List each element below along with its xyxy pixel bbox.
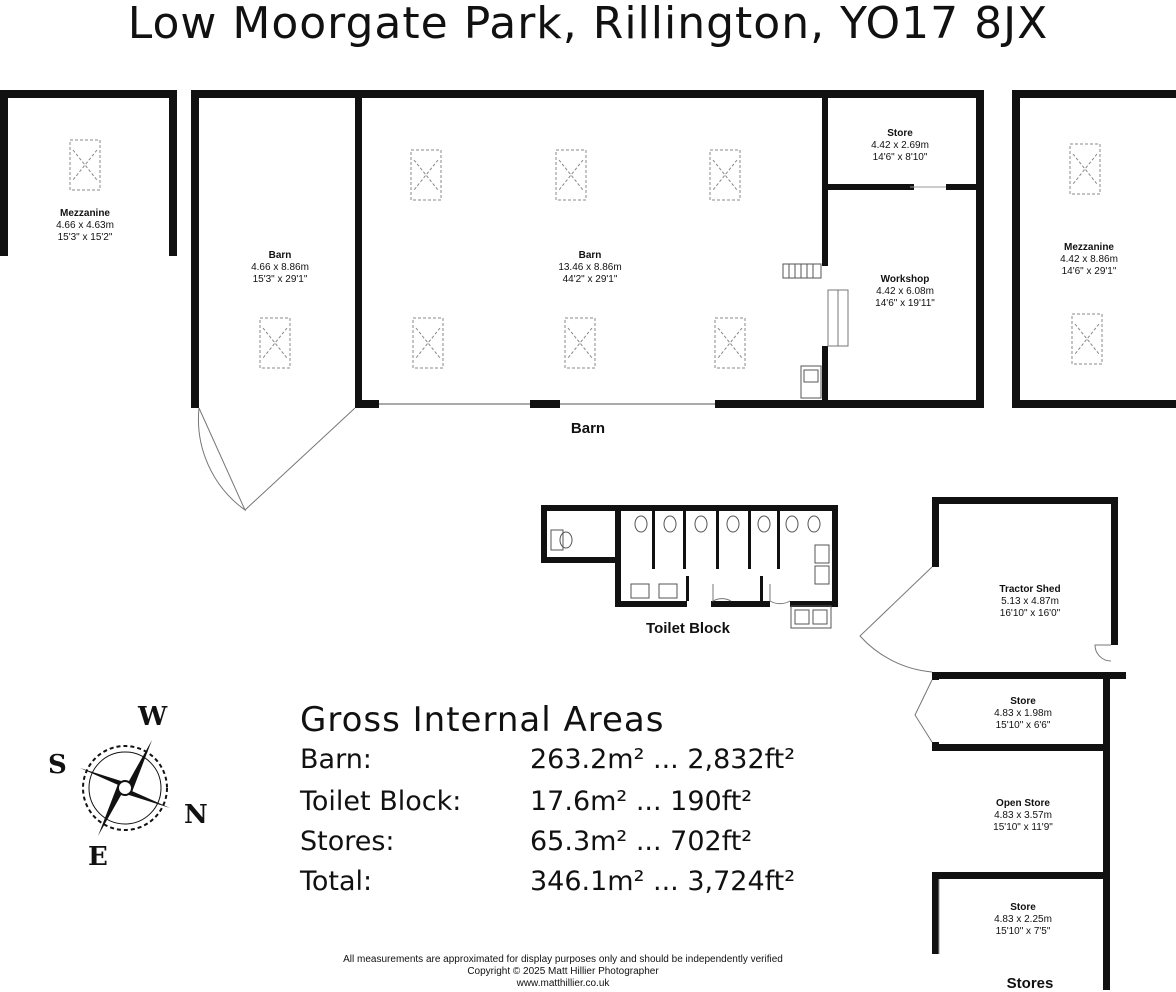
room-name: Mezzanine (1063, 242, 1114, 253)
room-imperial: 14'6" x 29'1" (1061, 266, 1117, 277)
footer-disclaimer: All measurements are approximated for display purposes only and should be independently verified (343, 954, 783, 965)
wall (541, 505, 838, 511)
area-value: 65.3m² ... 702ft² (530, 826, 753, 857)
area-label: Stores: (300, 826, 395, 857)
room-label-open-store (968, 798, 1078, 834)
room-imperial: 15'3" x 15'2" (57, 232, 113, 243)
compass-west: W (138, 702, 168, 732)
tractor-shed-door-swing (860, 567, 932, 672)
skylight (260, 318, 290, 368)
wall (822, 184, 914, 190)
wall (932, 497, 939, 567)
room-metric: 4.66 x 8.86m (251, 262, 309, 273)
skylight (556, 150, 586, 200)
stairs (783, 264, 821, 278)
room-label-mezzanine-right (1034, 242, 1144, 278)
wall (0, 90, 8, 256)
wall (932, 672, 1126, 679)
wall (932, 497, 1118, 504)
room-label-store-b (968, 902, 1078, 938)
room-label-barn-main (530, 250, 650, 286)
room-imperial: 15'10" x 6'6" (995, 720, 1051, 731)
wall (976, 90, 984, 408)
wall (686, 576, 689, 601)
skylight (710, 150, 740, 200)
section-label-toilet-block: Toilet Block (646, 620, 730, 637)
room-metric: 4.42 x 2.69m (871, 140, 929, 151)
areas-title: Gross Internal Areas (300, 700, 665, 740)
area-value: 17.6m² ... 190ft² (530, 786, 753, 817)
room-imperial: 14'6" x 19'11" (875, 298, 935, 309)
room-label-mezzanine-left (30, 208, 140, 244)
room-metric: 4.83 x 3.57m (994, 810, 1052, 821)
skylight (411, 150, 441, 200)
wall (1012, 400, 1176, 408)
wall (932, 744, 1110, 751)
room-imperial: 16'10" x 16'0" (999, 608, 1061, 619)
compass-north: N (184, 800, 208, 830)
room-imperial: 14'6" x 8'10" (872, 152, 928, 163)
wall (615, 505, 621, 607)
room-name: Store (1010, 696, 1036, 707)
wall (932, 872, 939, 954)
wall (355, 400, 379, 408)
sink (791, 606, 831, 628)
skylight (715, 318, 745, 368)
footer-website: www.matthillier.co.uk (516, 978, 610, 989)
area-row-toilet-block (300, 786, 860, 828)
footer-copyright: Copyright © 2025 Matt Hillier Photographer (467, 966, 659, 977)
room-name: Workshop (880, 274, 930, 285)
wall (169, 90, 177, 256)
room-imperial: 15'3" x 29'1" (252, 274, 308, 285)
small-door-swing (1095, 645, 1111, 661)
plan-title: Low Moorgate Park, Rillington, YO17 8JX (127, 0, 1049, 49)
wall (822, 346, 828, 408)
wall (541, 557, 619, 563)
skylight (413, 318, 443, 368)
area-label: Total: (300, 866, 373, 897)
room-name: Mezzanine (59, 208, 110, 219)
room-name: Store (1010, 902, 1036, 913)
skylight (1070, 144, 1100, 194)
toilet-door (713, 584, 731, 601)
wall (0, 90, 177, 98)
room-imperial: 44'2" x 29'1" (562, 274, 618, 285)
section-label-barn: Barn (570, 420, 606, 437)
room-imperial: 15'10" x 11'9" (993, 822, 1053, 833)
compass-east: E (88, 842, 108, 872)
wall (932, 672, 939, 680)
wall (1103, 672, 1110, 990)
wall (191, 90, 199, 408)
wall (191, 90, 984, 98)
room-name: Tractor Shed (999, 584, 1061, 595)
footer (300, 954, 826, 990)
room-name: Open Store (996, 798, 1050, 809)
wall (1012, 90, 1176, 98)
wall (1111, 497, 1118, 645)
area-row-barn (300, 744, 860, 786)
room-label-store-top (845, 128, 955, 164)
wall (355, 90, 362, 408)
skylight (565, 318, 595, 368)
section-label-stores: Stores (1006, 975, 1054, 992)
barn-door-swing (198, 408, 245, 510)
compass-south: S (48, 750, 67, 780)
skylight (70, 140, 100, 190)
wall (946, 184, 984, 190)
wall (832, 505, 838, 607)
wall (932, 872, 1110, 879)
wall (652, 511, 655, 569)
room-name: Barn (578, 250, 602, 261)
room-metric: 13.46 x 8.86m (558, 262, 622, 273)
room-metric: 4.66 x 4.63m (56, 220, 114, 231)
area-value: 346.1m² ... 3,724ft² (530, 866, 796, 897)
area-value: 263.2m² ... 2,832ft² (530, 744, 796, 775)
wall (822, 90, 828, 266)
wall (777, 511, 780, 569)
area-row-stores (300, 826, 860, 868)
area-label: Barn: (300, 744, 372, 775)
wall (615, 601, 687, 607)
compass-rose (80, 740, 170, 836)
room-label-workshop (850, 274, 960, 310)
store-door (915, 680, 932, 742)
room-label-barn-small (220, 250, 340, 286)
wall (541, 505, 547, 563)
area-label: Toilet Block: (300, 786, 462, 817)
area-row-total (300, 866, 860, 908)
room-name: Barn (268, 250, 292, 261)
wall (683, 511, 686, 569)
room-metric: 4.83 x 1.98m (994, 708, 1052, 719)
wall (1012, 90, 1020, 408)
wall (716, 511, 719, 569)
toilet-door (770, 584, 790, 604)
room-imperial: 15'10" x 7'5" (995, 926, 1051, 937)
skylight (1072, 314, 1102, 364)
room-metric: 4.42 x 8.86m (1060, 254, 1118, 265)
room-label-store-a (968, 696, 1078, 732)
wall (760, 576, 763, 601)
wall (715, 400, 984, 408)
wall (748, 511, 751, 569)
room-metric: 4.83 x 2.25m (994, 914, 1052, 925)
wall (530, 400, 560, 408)
wall (711, 601, 770, 607)
room-metric: 5.13 x 4.87m (1001, 596, 1059, 607)
room-name: Store (887, 128, 913, 139)
room-label-tractor-shed (970, 584, 1090, 620)
room-metric: 4.42 x 6.08m (876, 286, 934, 297)
